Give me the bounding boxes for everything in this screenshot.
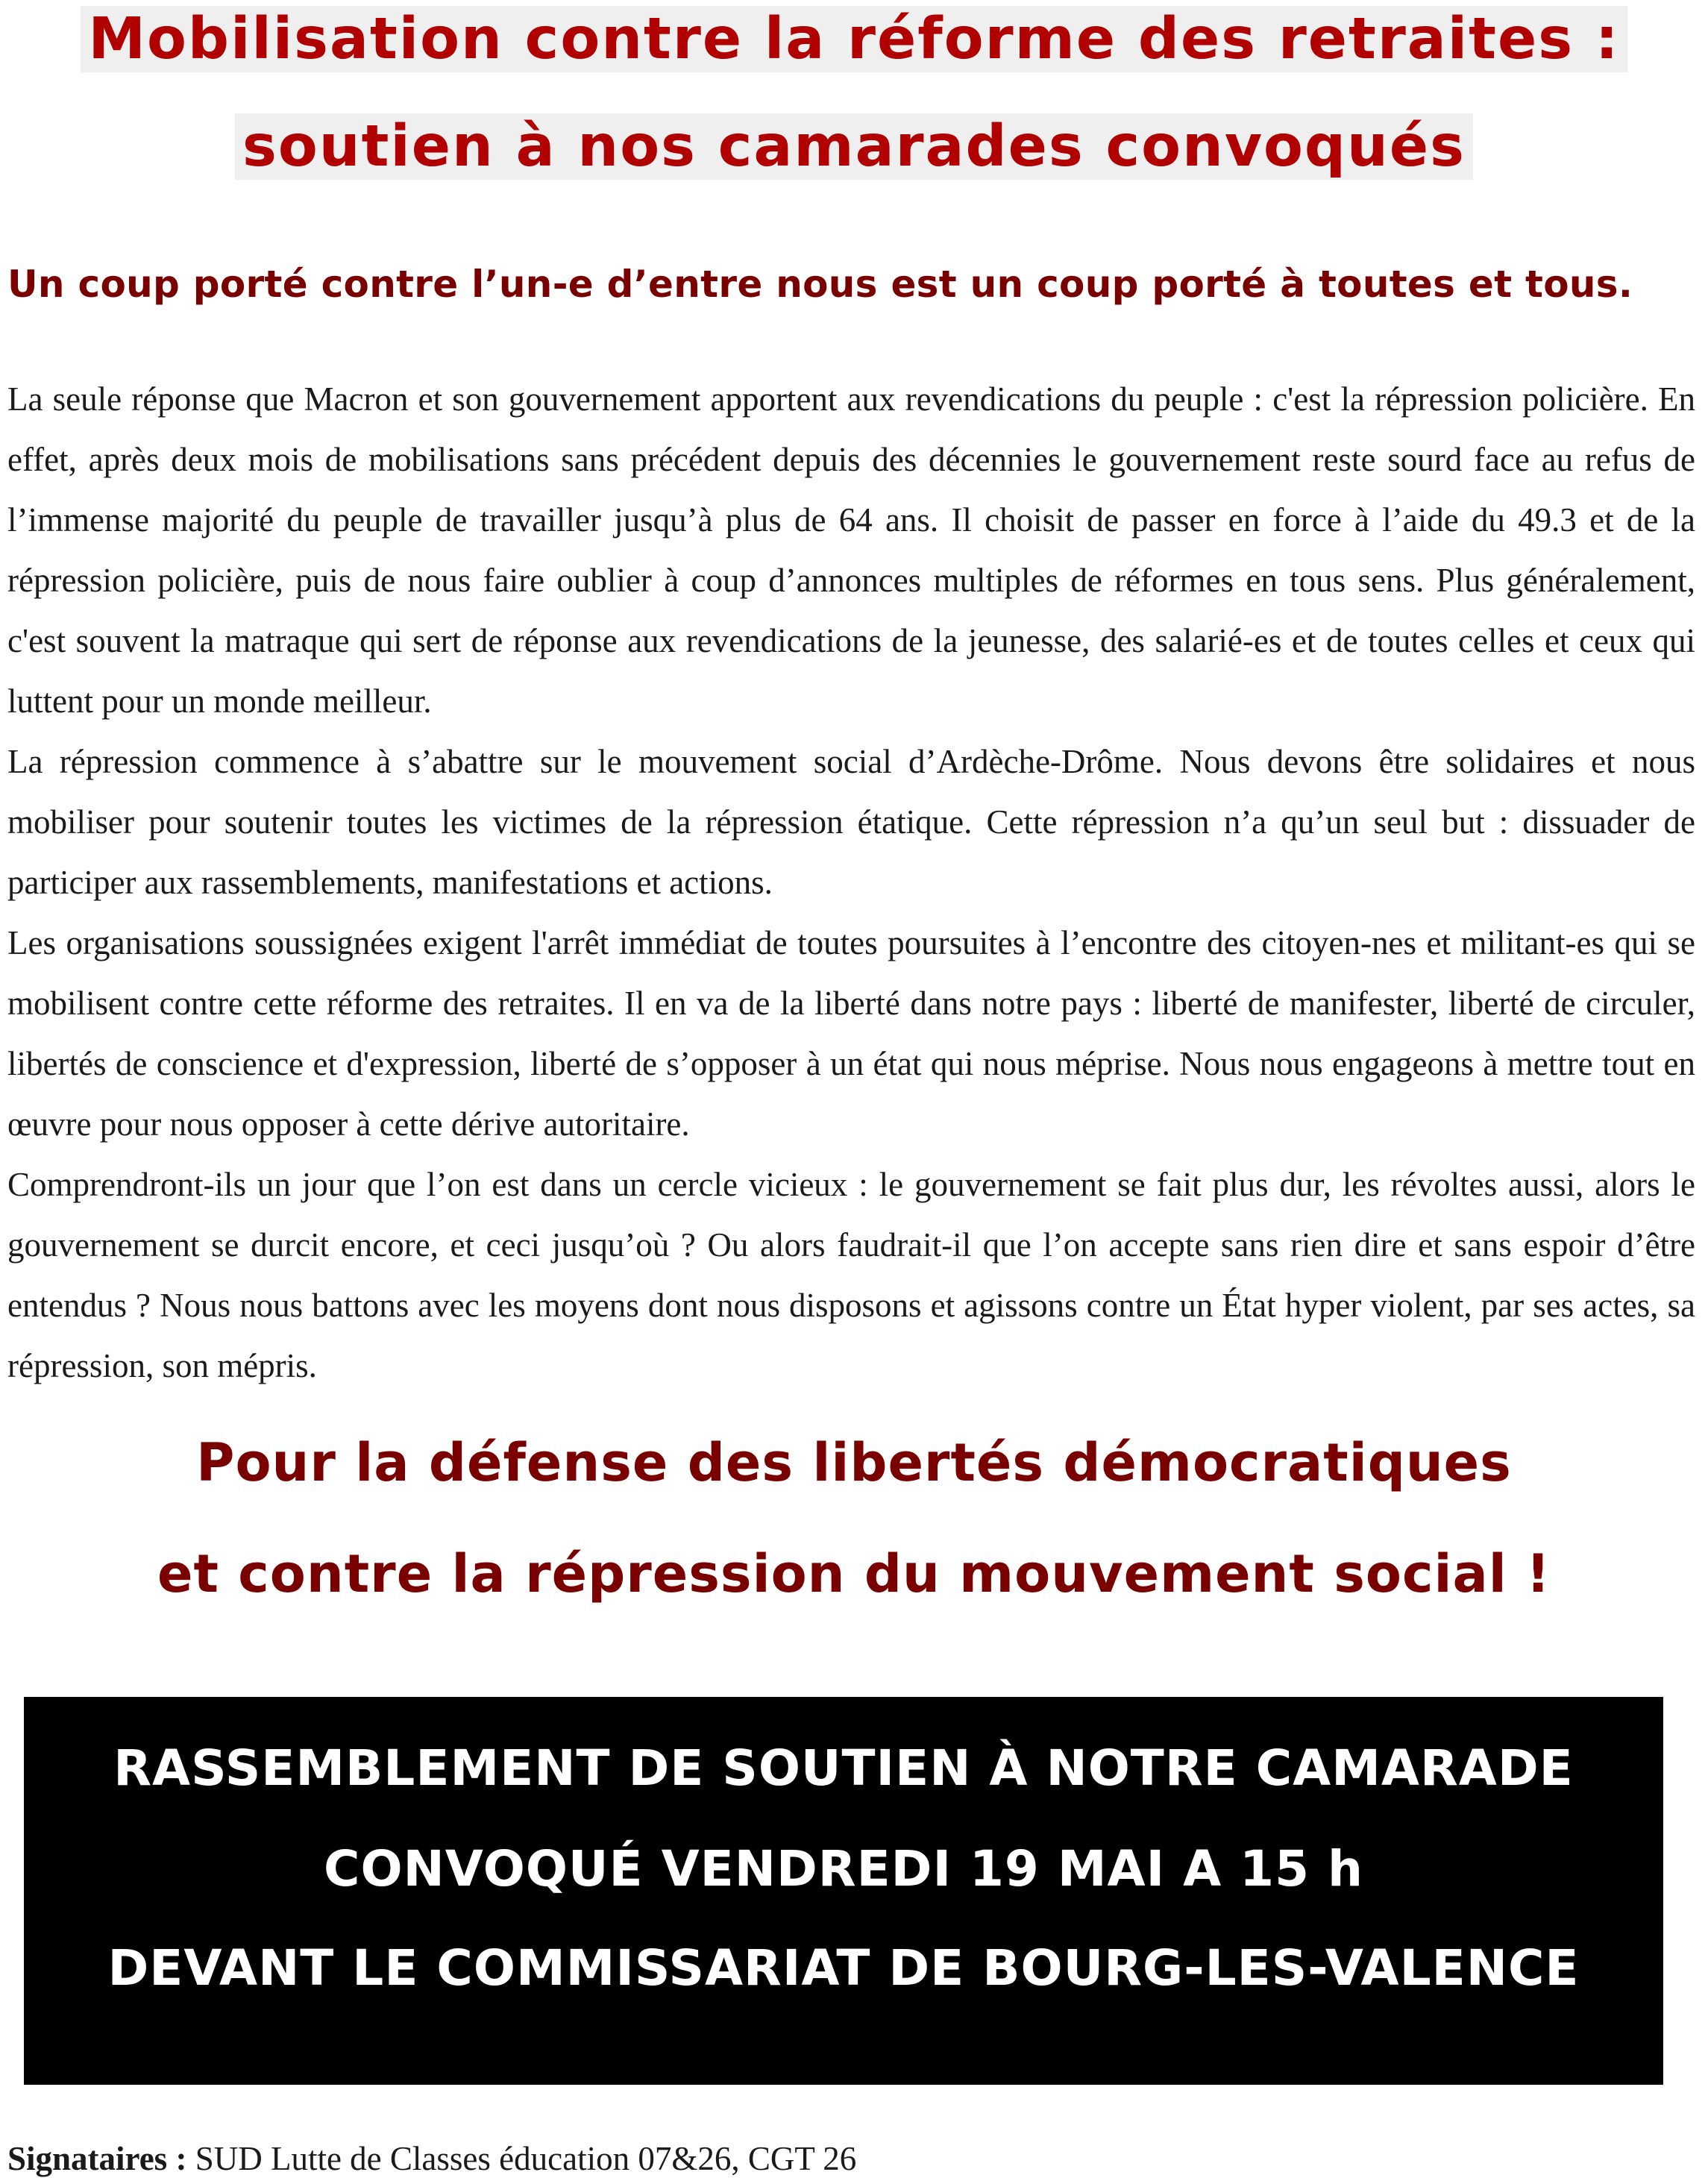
signatories-label: Signataires :	[7, 2140, 187, 2177]
document-title-text-2: soutien à nos camarades convoqués	[235, 113, 1473, 180]
rally-banner	[24, 1697, 1663, 2085]
document-title-line-1	[0, 6, 1708, 72]
banner-line-1: RASSEMBLEMENT DE SOUTIEN À NOTRE CAMARADE	[113, 1739, 1574, 1797]
paragraph-4: Comprendront-ils un jour que l’on est dans un cercle vicieux : le gouvernement se fait plus dur, les révoltes aussi, alors le gouvernement se durcit encore, et ceci jusqu’où ? Ou alors faudrait-il que l’on accepte sans rien dire et sans espoir d’être entendus ? Nous nous battons avec les moyens dont nous disposons et agissons contre un État hyper violent, par ses actes, sa répression, son mépris.	[7, 1166, 1695, 1384]
paragraph-2: La répression commence à s’abattre sur le mouvement social d’Ardèche-Drôme. Nous devons être solidaires et nous mobiliser pour soutenir toutes les victimes de la répression étatique. Cette répression n’a qu’un seul but : dissuader de participer aux rassemblements, manifestations et actions.	[7, 743, 1695, 901]
paragraph-3: Les organisations soussignées exigent l'arrêt immédiat de toutes poursuites à l’encontre des citoyen-nes et militant-es qui se mobilisent contre cette réforme des retraites. Il en va de la liberté dans notre pays : liberté de manifester, liberté de circuler, libertés de conscience et d'expression, liberté de s’opposer à un état qui nous méprise. Nous nous engageons à mettre tout en œuvre pour nous opposer à cette dérive autoritaire.	[7, 924, 1695, 1143]
signatories	[7, 2139, 856, 2178]
document-title-line-2	[0, 113, 1708, 180]
banner-line-2: CONVOQUÉ VENDREDI 19 MAI A 15 h	[324, 1840, 1363, 1898]
signatories-names: SUD Lutte de Classes éducation 07&26, CGT 26	[186, 2140, 857, 2177]
banner-line-3: DEVANT LE COMMISSARIAT DE BOURG-LES-VALENCE	[107, 1939, 1580, 1997]
subtitle: Un coup porté contre l’un-e d’entre nous est un coup porté à toutes et tous.	[7, 263, 1633, 306]
document-title-text-1: Mobilisation contre la réforme des retraites :	[81, 6, 1627, 72]
slogan-line-1: Pour la défense des libertés démocratiques	[196, 1432, 1512, 1493]
slogan-line-2: et contre la répression du mouvement social !	[157, 1543, 1551, 1604]
paragraph-1: La seule réponse que Macron et son gouvernement apportent aux revendications du peuple : c'est la répression policière. En effet, après deux mois de mobilisations sans précédent depuis des décennies le gouvernement reste sourd face au refus de l’immense majorité du peuple de travailler jusqu’à plus de 64 ans. Il choisit de passer en force à l’aide du 49.3 et de la répression policière, puis de nous faire oublier à coup d’annonces multiples de réformes en tous sens. Plus généralement, c'est souvent la matraque qui sert de réponse aux revendications de la jeunesse, des salarié-es et de toutes celles et ceux qui luttent pour un monde meilleur.	[7, 380, 1695, 720]
